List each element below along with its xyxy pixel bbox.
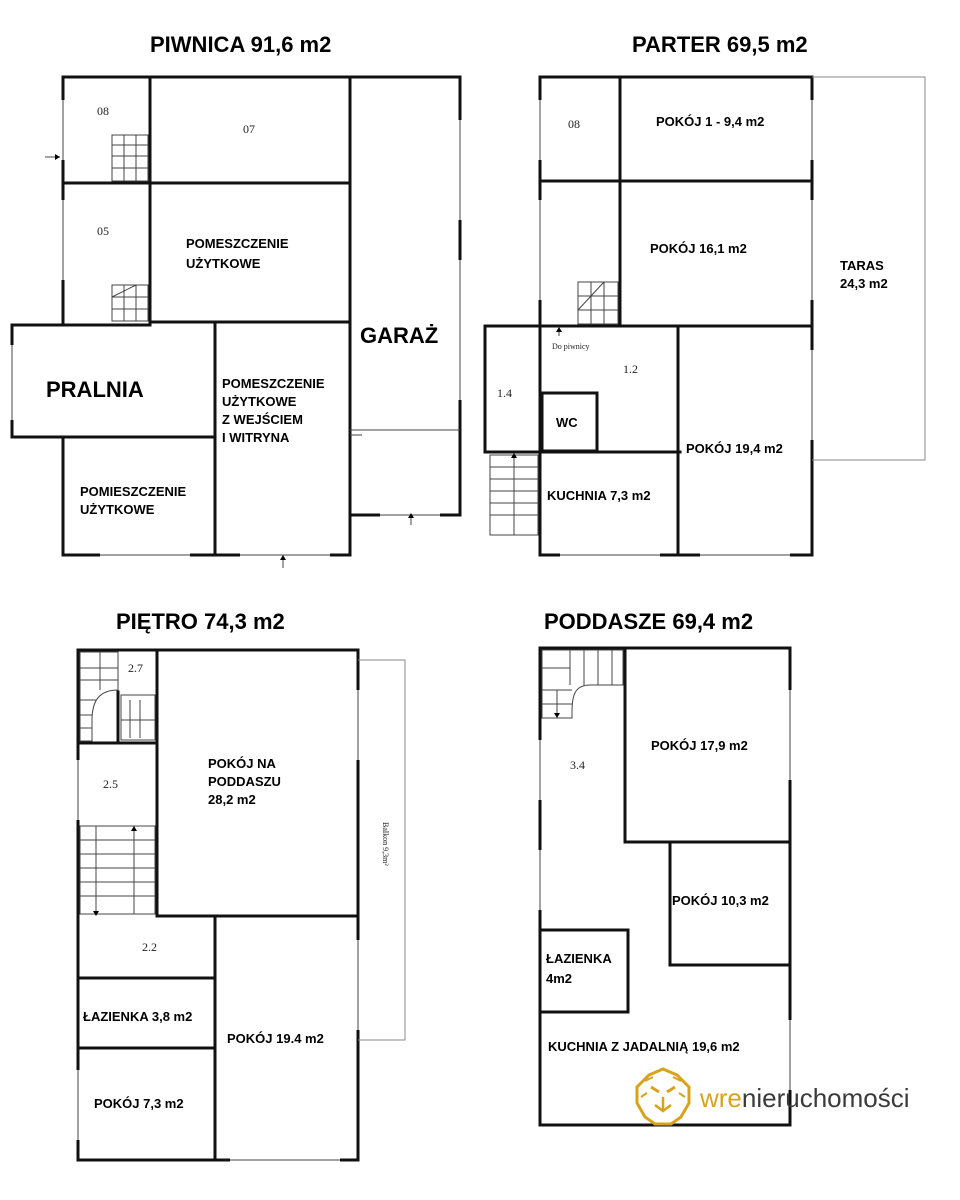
balkon-label: Balkon 9,3m² [381, 822, 390, 866]
room-pokoj73-label: POKÓJ 7,3 m2 [94, 1096, 184, 1111]
taras-label-line2: 24,3 m2 [840, 276, 888, 291]
room-uzytkowe-1-line2: UŻYTKOWE [186, 256, 261, 271]
taras-label-line1: TARAS [840, 258, 884, 273]
room-pokoj16-label: POKÓJ 16,1 m2 [650, 241, 747, 256]
room-1-2-label: 1.2 [623, 362, 638, 376]
walls-pietro [78, 650, 358, 1160]
room-08-label: 08 [97, 104, 109, 118]
room-uzytkowe-2-line3: Z WEJŚCIEM [222, 412, 303, 427]
room-uzytkowe-2-line4: I WITRYNA [222, 430, 290, 445]
stairs-poddasze [542, 650, 623, 718]
room-pokoj103-label: POKÓJ 10,3 m2 [672, 893, 769, 908]
lion-icon [637, 1069, 689, 1124]
room-1-4-label: 1.4 [497, 386, 512, 400]
room-uzytkowe-1-line1: POMESZCZENIE [186, 236, 289, 251]
room-2-7-label: 2.7 [128, 661, 143, 675]
brand-accent: wre [700, 1083, 742, 1113]
room-garaz-label: GARAŻ [360, 323, 439, 348]
brand-logo [637, 1069, 910, 1124]
room-3-4-label: 3.4 [570, 758, 585, 772]
room-wc-label: WC [556, 415, 578, 430]
room-pokoj194-label: POKÓJ 19.4 m2 [227, 1031, 324, 1046]
floor-piwnica [12, 32, 460, 568]
brand-name [699, 1083, 910, 1113]
floor-title-poddasze: PODDASZE 69,4 m2 [544, 609, 754, 634]
room-pokoj179-label: POKÓJ 17,9 m2 [651, 738, 748, 753]
floor-title-piwnica: PIWNICA 91,6 m2 [150, 32, 332, 57]
room-pralnia-label: PRALNIA [46, 377, 144, 402]
room-07-label: 07 [243, 122, 255, 136]
room-kuchnia-jadalnia-label: KUCHNIA Z JADALNIĄ 19,6 m2 [548, 1039, 740, 1054]
room-poddaszu-line2: PODDASZU [208, 774, 281, 789]
room-poddaszu-line1: POKÓJ NA [208, 756, 276, 771]
room-uzytkowe-3-line1: POMIESZCZENIE [80, 484, 187, 499]
room-lazienka-poddasze-line2: 4m2 [546, 971, 573, 986]
room-2-5-label: 2.5 [103, 777, 118, 791]
room-kuchnia-label: KUCHNIA 7,3 m2 [547, 488, 651, 503]
room-2-2-label: 2.2 [142, 940, 157, 954]
floor-poddasze [540, 609, 790, 1125]
walls-parter [485, 77, 812, 555]
room-uzytkowe-2-line1: POMESZCZENIE [222, 376, 325, 391]
brand-rest: nieruchomości [741, 1083, 910, 1113]
room-uzytkowe-2-line2: UŻYTKOWE [222, 394, 297, 409]
room-uzytkowe-3-line2: UŻYTKOWE [80, 502, 155, 517]
room-lazienka-pietro-label: ŁAZIENKA 3,8 m2 [83, 1009, 193, 1024]
room-pokoj19-label: POKÓJ 19,4 m2 [686, 441, 783, 456]
room-pokoj1-label: POKÓJ 1 - 9,4 m2 [656, 114, 765, 129]
room-poddaszu-line3: 28,2 m2 [208, 792, 256, 807]
floor-title-pietro: PIĘTRO 74,3 m2 [116, 609, 285, 634]
do-piwnicy-note: Do piwnicy [552, 342, 590, 351]
stairs-piwnica [112, 135, 148, 321]
room-lazienka-poddasze-line1: ŁAZIENKA [546, 951, 612, 966]
floor-parter [485, 32, 925, 555]
room-05-label: 05 [97, 224, 109, 238]
floor-pietro [78, 609, 405, 1160]
room-08-parter-label: 08 [568, 117, 580, 131]
floor-title-parter: PARTER 69,5 m2 [632, 32, 808, 57]
